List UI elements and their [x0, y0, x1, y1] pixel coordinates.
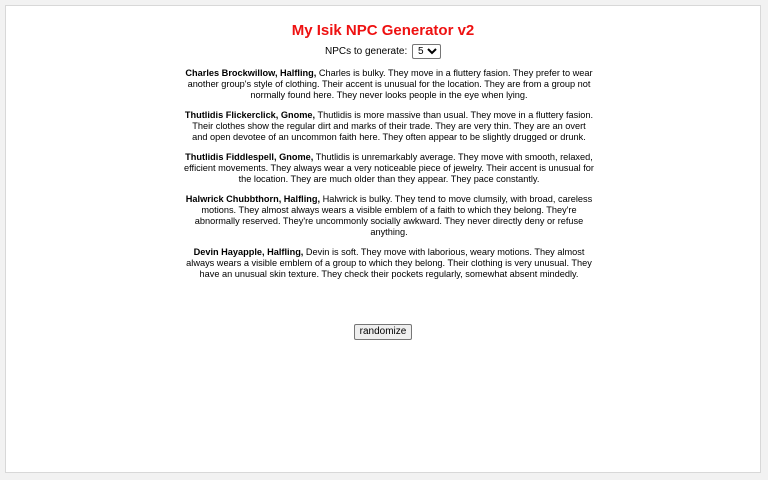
- npc-name: Thutlidis Fiddlespell, Gnome,: [185, 152, 314, 162]
- page-container: [5, 5, 761, 473]
- npc-count-select[interactable]: [412, 44, 441, 59]
- npc-entry: [184, 68, 594, 101]
- button-row: [6, 321, 760, 340]
- npc-count-label: NPCs to generate:: [324, 46, 408, 58]
- npc-description: Charles is bulky. They move in a fluttery fasion. They prefer to wear another group's style of clothing. Their accent is unusual for the location. They are from a group not normally found here. They never looks people in the eye when lying.: [187, 68, 593, 100]
- npc-description: Halwrick is bulky. They tend to move clumsily, with broad, careless motions. They almost always wears a visible emblem of a faith to which they belong. They're abnormally reserved. They're uncommonly socially awkward. They never directly deny or refuse anything.: [194, 194, 593, 237]
- npc-name: Thutlidis Flickerclick, Gnome,: [184, 110, 316, 120]
- npc-name: Halwrick Chubbthorn, Halfling,: [185, 194, 321, 204]
- npc-description: Thutlidis is more massive than usual. They move in a fluttery fasion. Their clothes show the regular dirt and marks of their trade. They are very thin. They are an overt and open devotee of an uncommon faith here. They often appear to be slightly drugged or drunk.: [192, 110, 594, 142]
- npc-entry: [184, 110, 594, 143]
- npc-entry: [184, 247, 594, 280]
- npc-name: Devin Hayapple, Halfling,: [193, 247, 304, 257]
- npc-count-row: [6, 44, 760, 59]
- randomize-button[interactable]: randomize: [354, 324, 413, 340]
- npc-description: Devin is soft. They move with laborious, weary motions. They almost always wears a visible emblem of a group to which they belong. Their clothing is very unusual. They have an unusual skin texture. They check their pockets regularly, somewhat absent mindedly.: [186, 247, 592, 279]
- page-title: My Isik NPC Generator v2: [291, 22, 475, 39]
- npc-name: Charles Brockwillow, Halfling,: [185, 68, 317, 78]
- npc-entry: [184, 152, 594, 185]
- npc-description: Thutlidis is unremarkably average. They move with smooth, relaxed, efficient movements. They always wear a very noticeable piece of jewelry. Their accent is unusual for the location. They are much older than they appear. They pace constantly.: [184, 152, 594, 184]
- npc-list: [184, 68, 594, 289]
- npc-entry: [184, 194, 594, 238]
